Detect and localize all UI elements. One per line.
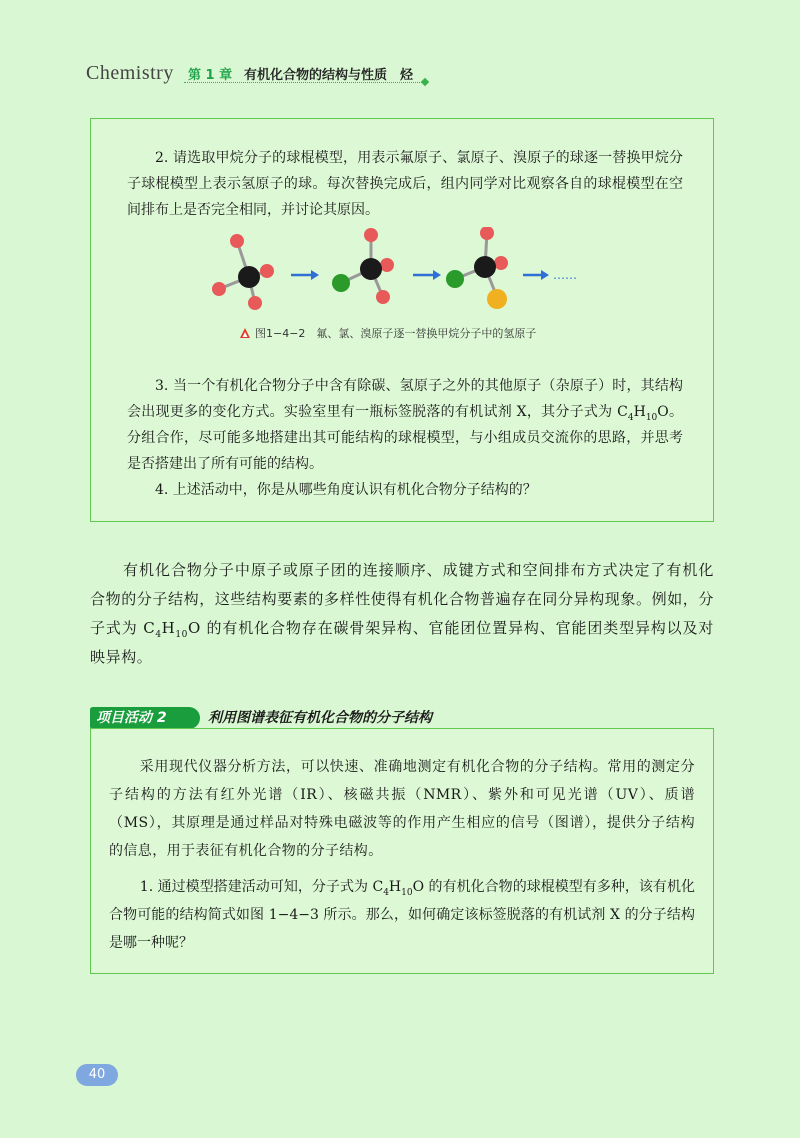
fluoromethane-model	[332, 228, 394, 304]
formula-h: H	[161, 619, 176, 637]
formula-h: H	[388, 879, 402, 895]
running-header	[86, 58, 426, 88]
question-3-text-a: 3. 当一个有机化合物分子中含有除碳、氢原子之外的其他原子（杂原子）时，其结构会出现更多的变化方式。实验室里有一瓶标签脱落的有机试剂 X，其分子式为 C	[127, 378, 683, 420]
project-heading	[90, 707, 520, 729]
project-title: 利用图谱表征有机化合物的分子结构	[208, 710, 432, 726]
header-dot	[421, 78, 429, 86]
figure-ellipsis: ……	[553, 268, 577, 282]
bromochloromethane-model	[446, 227, 508, 309]
body-text-a: 有机化合物分子中原子或原子团的连接顺序、成键方式和空间排布方式决定了有机化合物的分子结构，这些结构要素的多样性使得有机化合物普遍存在同分异构现象。例如，分子式为 C	[90, 561, 715, 637]
arrow-3	[523, 270, 549, 280]
question-3	[127, 373, 683, 477]
formula-subscript-c: 4	[155, 630, 162, 640]
book-brand: Chemistry	[86, 62, 174, 84]
header-rule	[184, 82, 424, 83]
formula-subscript-h: 10	[645, 412, 658, 423]
project-box	[90, 728, 714, 974]
activity-box	[90, 118, 714, 522]
chapter-title: 有机化合物的结构与性质 烃	[244, 68, 414, 83]
formula-subscript-h: 10	[401, 887, 413, 898]
question-3-text-b: O。分组合作，尽可能多地搭建出其可能结构的球棍模型，与小组成员交流你的思路，并思考是否搭建出了所有可能的结构。	[127, 404, 684, 472]
arrow-1	[291, 270, 319, 280]
project-question-1	[109, 873, 695, 957]
formula-subscript-c: 4	[383, 887, 389, 898]
project-question-text-b: O 的有机化合物的球棍模型有多种，该有机化合物可能的结构简式如图 1−4−3 所示。那么，如何确定该标签脱落的有机试剂 X 的分子结构是哪一种呢？	[109, 879, 695, 951]
figure-caption	[239, 325, 536, 341]
formula-subscript-c: 4	[627, 412, 634, 423]
question-2: 2. 请选取甲烷分子的球棍模型，用表示氟原子、氯原子、溴原子的球逐一替换甲烷分子球棍模型上表示氢原子的球。每次替换完成后，组内同学对比观察各自的球棍模型在空间排布上是否完全相同，并讨论其原因。	[127, 150, 683, 218]
project-tag: 项目活动 2	[90, 707, 200, 729]
body-paragraph	[90, 556, 714, 672]
formula-h: H	[633, 404, 646, 420]
methane-model	[212, 234, 274, 310]
methane-substitution-figure	[211, 227, 591, 317]
chapter-number: 第 1 章	[188, 68, 233, 83]
triangle-marker-icon	[239, 327, 251, 339]
arrow-2	[413, 270, 441, 280]
project-question-text-a: 1. 通过模型搭建活动可知，分子式为 C	[139, 879, 384, 895]
project-paragraph-1: 采用现代仪器分析方法，可以快速、准确地测定有机化合物的分子结构。常用的测定分子结构的方法有红外光谱（IR）、核磁共振（NMR）、紫外和可见光谱（UV）、质谱（MS），其原理是通过样品对特殊电磁波等的作用产生相应的信号（图谱），提供分子结构的信息，用于表征有机化合物的分子结构。	[109, 759, 695, 859]
page-number: 40	[76, 1064, 118, 1086]
formula-subscript-h: 10	[175, 630, 188, 640]
question-4: 4. 上述活动中，你是从哪些角度认识有机化合物分子结构的？	[155, 482, 537, 498]
body-text-b: O 的有机化合物存在碳骨架异构、官能团位置异构、官能团类型异构以及对映异构。	[90, 619, 715, 666]
figure-caption-text: 图1−4−2 氟、氯、溴原子逐一替换甲烷分子中的氢原子	[255, 327, 537, 340]
